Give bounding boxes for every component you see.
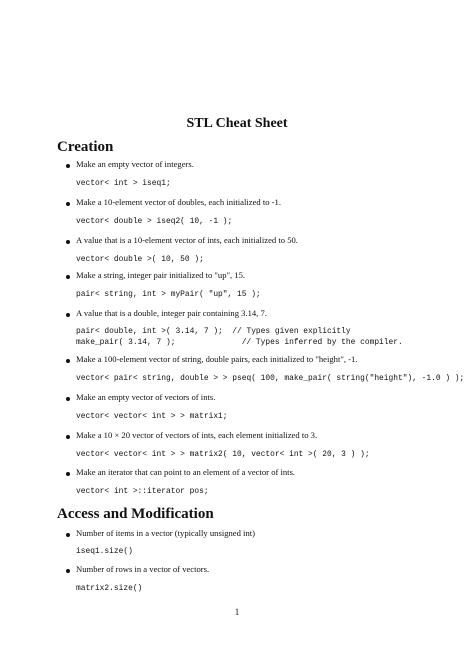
bullet-icon <box>66 202 70 206</box>
bullet-icon <box>66 569 70 573</box>
bullet-icon <box>66 397 70 401</box>
code-snippet: iseq1.size() <box>76 547 133 556</box>
item-description: Make an empty vector of integers. <box>76 159 194 169</box>
item-description: Number of items in a vector (typically unsigned int) <box>76 528 255 538</box>
code-snippet: vector< vector< int > > matrix1; <box>76 412 228 421</box>
item-description: Make a 100-element vector of string, double pairs, each initialized to "height", -1. <box>76 354 358 364</box>
bullet-icon <box>66 472 70 476</box>
bullet-icon <box>66 240 70 244</box>
bullet-icon <box>66 533 70 537</box>
page-title: STL Cheat Sheet <box>186 116 288 131</box>
bullet-icon <box>66 313 70 317</box>
bullet-icon <box>66 359 70 363</box>
code-snippet: vector< int > iseq1; <box>76 179 171 188</box>
item-description: Make a 10 × 20 vector of vectors of ints, each element initialized to 3. <box>76 430 318 440</box>
bullet-icon <box>66 435 70 439</box>
item-description: Make an empty vector of vectors of ints. <box>76 392 216 402</box>
page-number: 1 <box>234 607 240 617</box>
item-description: A value that is a double, integer pair containing 3.14, 7. <box>76 308 267 318</box>
code-snippet: vector< vector< int > > matrix2( 10, vector< int >( 20, 3 ) ); <box>76 450 370 459</box>
code-snippet: vector< int >::iterator pos; <box>76 487 209 496</box>
code-snippet: vector< pair< string, double > > pseq( 100, make_pair( string("height"), -1.0 ) ); <box>76 374 465 383</box>
item-description: Number of rows in a vector of vectors. <box>76 564 210 574</box>
code-snippet: vector< double >( 10, 50 ); <box>76 255 204 264</box>
item-description: A value that is a 10-element vector of ints, each initialized to 50. <box>76 235 298 245</box>
item-description: Make a string, integer pair initialized to "up", 15. <box>76 270 246 280</box>
section-heading-creation: Creation <box>57 139 114 155</box>
item-description: Make an iterator that can point to an element of a vector of ints. <box>76 467 296 477</box>
bullet-icon <box>66 275 70 279</box>
bullet-icon <box>66 164 70 168</box>
code-snippet: pair< string, int > myPair( "up", 15 ); <box>76 290 261 299</box>
code-snippet: pair< double, int >( 3.14, 7 ); // Types given explicitly make_pair( 3.14, 7 ); // Types inferred by the compiler. <box>76 327 403 347</box>
code-snippet: matrix2.size() <box>76 584 143 593</box>
section-heading-access-and-modification: Access and Modification <box>57 506 214 522</box>
code-snippet: vector< double > iseq2( 10, -1 ); <box>76 217 233 226</box>
item-description: Make a 10-element vector of doubles, each initialized to -1. <box>76 197 281 207</box>
